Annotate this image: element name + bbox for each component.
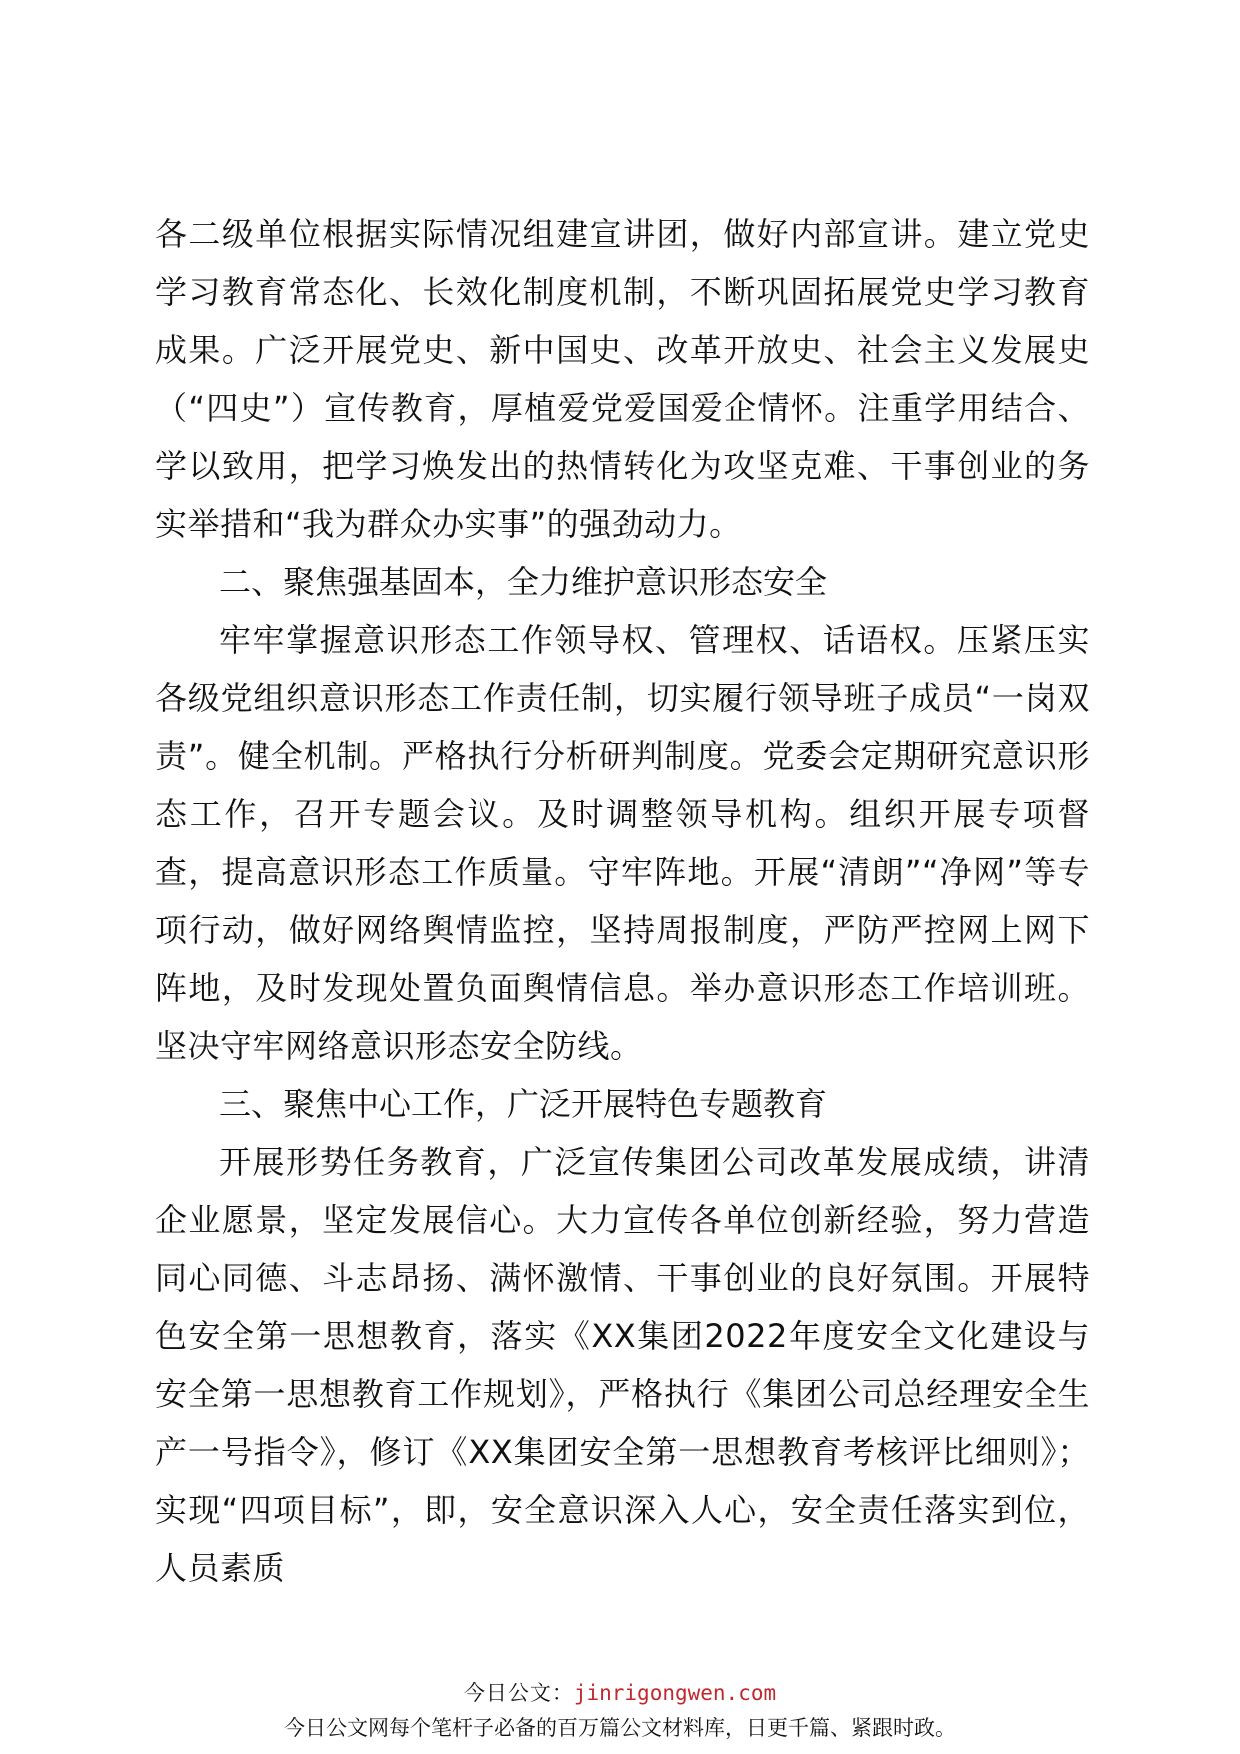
paragraph-special-education: 开展形势任务教育，广泛宣传集团公司改革发展成绩，讲清企业愿景，坚定发展信心。大力宣传各单位创新经验，努力营造同心同德、斗志昂扬、满怀激情、干事创业的良好氛围。开展特色安全第一思想教育，落实《XX集团2022年度安全文化建设与安全第一思想教育工作规划》，严格执行《集团公司总经理安全生产一号指令》，修订《XX集团安全第一思想教育考核评比细则》；实现“四项目标”，即，安全意识深入人心，安全责任落实到位，人员素质 [155, 1143, 1090, 1587]
section-heading-3: 三、聚焦中心工作，广泛开展特色专题教育 [219, 1085, 828, 1123]
paragraph-ideology-security: 牢牢掌握意识形态工作领导权、管理权、话语权。压紧压实各级党组织意识形态工作责任制，切实履行领导班子成员“一岗双责”。健全机制。严格执行分析研判制度。党委会定期研究意识形态工作，召开专题会议。及时调整领导机构。组织开展专项督查，提高意识形态工作质量。守牢阵地。开展“清朗”“净网”等专项行动，做好网络舆情监控，坚持周报制度，严防严控网上网下阵地，及时发现处置负面舆情信息。举办意识形态工作培训班。坚决守牢网络意识形态安全防线。 [155, 621, 1090, 1065]
footer-site-url[interactable]: jinrigongwen.com [573, 1681, 777, 1705]
footer-site-label: 今日公文： [463, 1681, 574, 1705]
footer-site-line [0, 1677, 1240, 1707]
section-heading-2: 二、聚焦强基固本，全力维护意识形态安全 [219, 563, 828, 601]
paragraph-continuation: 各二级单位根据实际情况组建宣讲团，做好内部宣讲。建立党史学习教育常态化、长效化制度机制，不断巩固拓展党史学习教育成果。广泛开展党史、新中国史、改革开放史、社会主义发展史（“四史”）宣传教育，厚植爱党爱国爱企情怀。注重学用结合、学以致用，把学习焕发出的热情转化为攻坚克难、干事创业的务实举措和“我为群众办实事”的强劲动力。 [155, 215, 1090, 543]
document-body [155, 205, 1090, 1597]
footer-slogan: 今日公文网每个笔杆子必备的百万篇公文材料库，日更千篇、紧跟时政。 [284, 1716, 956, 1740]
